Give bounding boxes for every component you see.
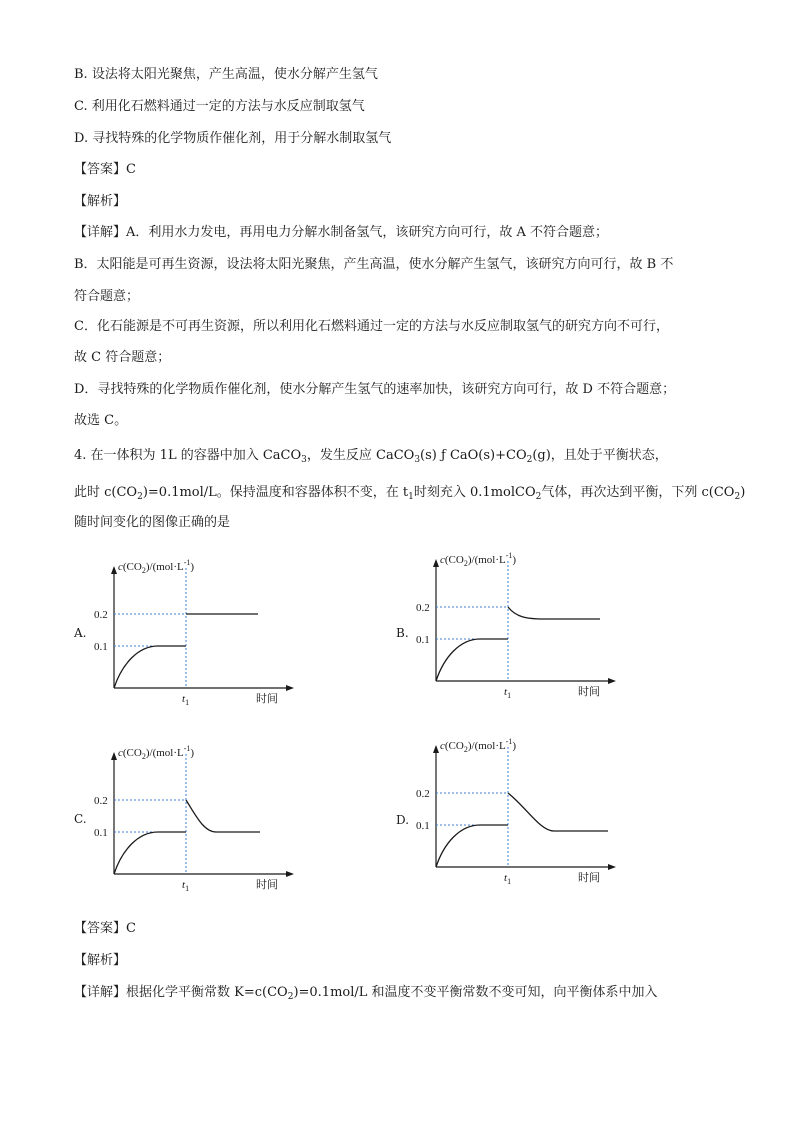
curve-initial <box>436 639 508 681</box>
subscript: 3 <box>301 455 307 465</box>
q4-text-i: ) <box>740 485 746 500</box>
question-4-line1 <box>74 447 668 469</box>
subscript: 2 <box>526 455 533 465</box>
detail-c: C．化石能源是不可再生资源，所以利用化石燃料通过一定的方法与水反应制取氢气的研究方向不可行， <box>74 319 669 334</box>
option-b-line: B. 设法将太阳光聚焦，产生高温，使水分解产生氢气 <box>74 67 378 82</box>
q4-text-a: 4. 在一体积为 1L 的容器中加入 CaCO <box>74 448 302 463</box>
detail-text-b: )=0.1mol/L 和温度不变平衡常数不变可知，向平衡体系中加入 <box>293 985 658 1000</box>
y-axis-arrow <box>111 566 117 574</box>
y-axis-label: $c(CO_2)/(mol\cdot L^{-1})$ <box>440 551 517 568</box>
detail-text-a: 【详解】根据化学平衡常数 K=c(CO <box>74 985 288 1000</box>
y-axis-arrow <box>433 559 439 567</box>
analysis-label-2: 【解析】 <box>74 953 127 968</box>
subscript: 2 <box>137 492 143 502</box>
detail-b-cont: 符合题意； <box>74 289 140 304</box>
tick-label-low: 0.1 <box>416 634 430 646</box>
curve-initial <box>114 646 186 688</box>
tick-label-high: 0.2 <box>416 602 430 614</box>
analysis-label: 【解析】 <box>74 194 127 209</box>
choose-c: 故选 C。 <box>74 413 128 428</box>
tick-label-low: 0.1 <box>94 827 108 839</box>
x-axis-label: 时间 <box>578 872 600 884</box>
graph-svg <box>412 551 622 701</box>
tick-label-high: 0.2 <box>94 609 108 621</box>
detail-a: 【详解】A．利用水力发电，再用电力分解水制备氢气，该研究方向可行，故 A 不符合题意； <box>74 225 609 240</box>
y-axis-label: $c(CO_2)/(mol\cdot L^{-1})$ <box>118 744 195 761</box>
x-axis-arrow <box>608 864 616 870</box>
t1-label: $t_1$ <box>504 872 512 886</box>
t1-label: $t_1$ <box>504 686 512 700</box>
q4-text-e: 此时 c(CO <box>74 485 138 500</box>
q4-text-b: ，发生反应 CaCO <box>306 448 415 463</box>
subscript: 1 <box>408 492 414 502</box>
question-4-line2 <box>74 484 745 506</box>
x-axis-arrow <box>286 871 294 877</box>
subscript: 2 <box>535 492 542 502</box>
option-c-line: C. 利用化石燃料通过一定的方法与水反应制取氢气 <box>74 99 365 114</box>
q4-text-c: (s) ƒ CaO(s)+CO <box>420 448 527 463</box>
y-axis-arrow <box>111 752 117 760</box>
y-axis-label: $c(CO_2)/(mol\cdot L^{-1})$ <box>440 737 517 754</box>
curve-initial <box>114 832 186 874</box>
tick-label-high: 0.2 <box>416 788 430 800</box>
tick-label-high: 0.2 <box>94 795 108 807</box>
graph-b <box>412 551 622 701</box>
detail-c-cont: 故 C 符合题意； <box>74 350 171 365</box>
subscript: 3 <box>414 455 421 465</box>
curve-initial <box>436 825 508 867</box>
graph-svg <box>90 744 300 894</box>
x-axis-label: 时间 <box>256 879 278 891</box>
detail-b: B．太阳能是可再生资源，设法将太阳光聚焦，产生高温，使水分解产生氢气，该研究方向可行，故 B 不 <box>74 257 674 272</box>
tick-label-low: 0.1 <box>94 641 108 653</box>
q4-text-g: 时刻充入 0.1molCO <box>413 485 536 500</box>
x-axis-arrow <box>608 678 616 684</box>
answer-label: 【答案】C <box>74 162 136 177</box>
q4-text-f: )=0.1mol/L。保持温度和容器体积不变，在 t <box>142 485 409 500</box>
curve-after-t1 <box>186 800 260 832</box>
tick-label-low: 0.1 <box>416 820 430 832</box>
graph-c <box>90 744 300 894</box>
question-4-line3: 随时间变化的图像正确的是 <box>74 515 231 530</box>
t1-label: $t_1$ <box>182 693 190 707</box>
option-d-line: D. 寻找特殊的化学物质作催化剂，用于分解水制取氢气 <box>74 131 392 146</box>
graph-d <box>412 737 622 887</box>
curve-after-t1 <box>508 793 608 831</box>
graph-svg <box>90 558 300 708</box>
subscript: 2 <box>287 992 294 1002</box>
option-c-label: C. <box>74 812 87 826</box>
option-b-label: B. <box>396 626 409 640</box>
x-axis-arrow <box>286 685 294 691</box>
graph-svg <box>412 737 622 887</box>
subscript: 2 <box>734 492 741 502</box>
x-axis-label: 时间 <box>578 686 600 698</box>
answer-label-2: 【答案】C <box>74 921 136 936</box>
graph-a <box>90 558 300 708</box>
q4-text-d: (g)，且处于平衡状态， <box>532 448 668 463</box>
t1-label: $t_1$ <box>182 879 190 893</box>
option-d-label: D. <box>396 813 410 827</box>
x-axis-label: 时间 <box>256 693 278 705</box>
y-axis-label: $c(CO_2)/(mol\cdot L^{-1})$ <box>118 558 195 575</box>
option-a-label: A. <box>74 626 87 640</box>
curve-after-t1 <box>508 607 600 619</box>
q4-text-h: 气体，再次达到平衡，下列 c(CO <box>541 485 735 500</box>
y-axis-arrow <box>433 745 439 753</box>
detail-d: D．寻找特殊的化学物质作催化剂，使水分解产生氢气的速率加快，该研究方向可行，故 D 不符合题意； <box>74 382 676 397</box>
detail-equilibrium <box>74 984 658 1006</box>
